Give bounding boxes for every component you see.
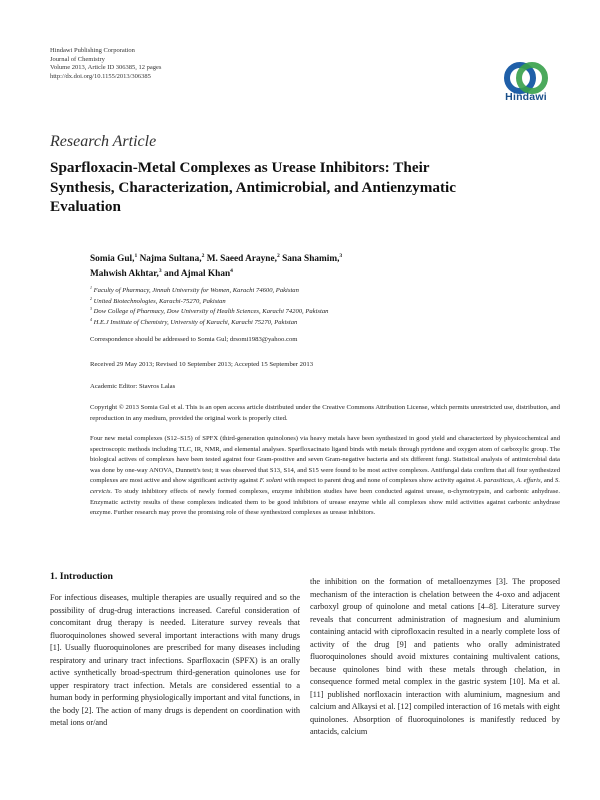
affiliations — [90, 286, 470, 329]
publication-info — [50, 47, 161, 81]
dates: Received 29 May 2013; Revised 10 September 2013; Accepted 15 September 2013 — [90, 361, 314, 368]
affiliation: $^1$ Faculty of Pharmacy, Jinnah University for Women, Karachi 74600, Pakistan — [90, 284, 299, 294]
copyright-notice: Copyright © 2013 Somia Gul et al. This is an open access article distributed under the Creative Commons Attribution License, which permits unrestricted use, distribution, and reproduction in any medium, provided the original work is properly cited. — [90, 404, 560, 422]
affiliation: $^3$ Dow College of Pharmacy, Dow University of Health Sciences, Karachi 74200, Pakistan — [90, 306, 329, 316]
author: Sana Shamim,$^3$ — [282, 252, 343, 264]
volume-info: Volume 2013, Article ID 306385, 12 pages — [50, 64, 162, 72]
author: Somia Gul,$^1$ — [90, 252, 138, 264]
intro-column-right: the inhibition on the formation of metalloenzymes [3]. The proposed mechanism of the interaction is chelation between the 4-oxo and adjacent carboxyl group of quinolone and metal cations [4–8]. Literature survey reveals that concurrent administration of magnesium and aluminium containing antacid with ciprofloxacin resulted in a nearly complete loss of activity of the drug [9] and patients who orally administrated fluoroquinolones should avoid mixtures containing multivalent cations, because quinolones bind with these metals through chelation, in consequence formed metal complex in the gastric system [10]. Ma et al. [11] published norfloxacin interaction with aluminium, magnesium and calcium and Alkaysi et al. [12] compiled interaction of 16 metals with eight quinolones. Absorption of fluoroquinolones is manifestly reduced by antacids, calcium — [310, 577, 560, 736]
species-name: F. solani — [259, 477, 283, 485]
article-title: Sparfloxacin-Metal Complexes as Urease Inhibitors: Their Synthesis, Characterization, Antimicrobial, and Antienzymatic Evaluation — [50, 159, 456, 215]
author: M. Saeed Arayne,$^2$ — [206, 252, 280, 264]
academic-editor: Academic Editor: Stavros Lalas — [90, 383, 176, 390]
journal-name: Journal of Chemistry — [50, 55, 105, 63]
hindawi-logo-text: Hindawi — [505, 91, 547, 103]
author: Najma Sultana,$^2$ — [139, 252, 205, 264]
affiliation: $^2$ United Biotechnologies, Karachi-75270, Pakistan — [90, 295, 226, 305]
intro-column-left: For infectious diseases, multiple therapies are usually required and so the possibility of drug-drug interactions increased. Careful consideration of concomitant drug therapy is needed. Literature survey reveals that fluoroquinolones showed several important interactions with many drugs [1]. Usually fluoroquinolones are prescribed for many diseases including respiratory and urinary tract infections. Sparfloxacin (SPFX) is an orally active synthetically broad-spectrum third-generation quinolones use for upper respiratory tract infection. Metals are considered essential to a human body in performing physiologically important and vital functions, in the body [2]. The action of many drugs is dependent on coordination with metal ions or/and — [50, 593, 300, 727]
correspondence: Correspondence should be addressed to Somia Gul; drsomi1983@yahoo.com — [90, 336, 298, 343]
article-type: Research Article — [50, 133, 157, 150]
affiliation: $^4$ H.E.J Institute of Chemistry, University of Karachi, Karachi 75270, Pakistan — [90, 316, 298, 327]
publisher-name: Hindawi Publishing Corporation — [50, 47, 135, 54]
species-name: S. cervicis. — [90, 477, 560, 495]
author: and Ajmal Khan$^4$ — [164, 267, 233, 279]
abstract: Four new metal complexes (S12–S15) of SPFX (third-generation quinolones) via heavy metals have been synthesized in good yield and characterized by physicochemical and spectroscopic methods including TLC, IR, NMR, and elemental analyses. Sparfloxacinato ligand binds with metals through pyridone and oxygen atom of carboxylic group. The biological actives of complexes have been tested against four Gram-positive and seven Gram-negative bacteria and six different fungi. Statistical analysis of antimicrobial data was done by one-way ANOVA, Dunnett's test; it was observed that S13, S14, and S15 were found to be most active complexes. Antifungal data confirm that all four synthesized complexes are most active and show significant activity against F. solani with respect to parent drug and none of complexes show activity against A. parasiticus, A. effuris, and S. cervicis. To study inhibitory effects of newly formed complexes, enzyme inhibition studies have been conducted against urease, α-chymotrypsin, and carbonic anhydrase. Enzymatic activity results of these complexes indicated them to be good inhibitors of urease enzyme while all complexes show mild activities against carbonic anhydrase enzyme. Further research may prove the promising role of these synthesized complexes as urease inhibitors. — [90, 435, 560, 517]
doi-link[interactable]: http://dx.doi.org/10.1155/2013/306385 — [50, 72, 151, 80]
author: Mahwish Akhtar,$^3$ — [90, 267, 162, 279]
section-heading: 1. Introduction — [50, 571, 113, 582]
species-name: A. parasiticus, A. effuris, — [476, 477, 543, 485]
author-list — [90, 252, 470, 281]
